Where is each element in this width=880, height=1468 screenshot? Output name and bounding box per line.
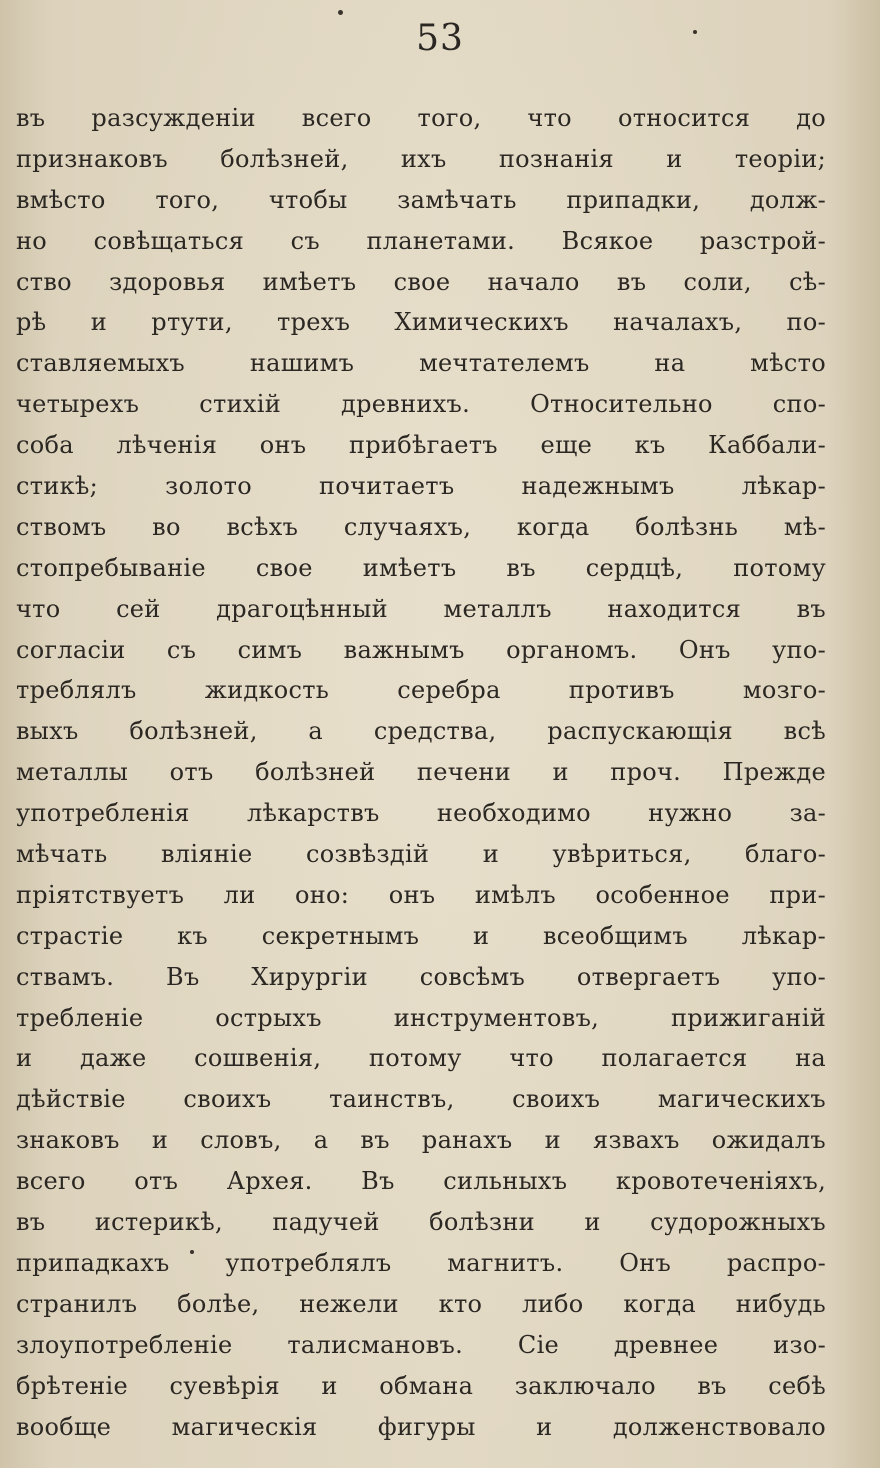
text-line: стопребываніе свое имѣетъ въ сердцѣ, потому	[16, 553, 826, 582]
text-line: и даже сошвенія, потому что полагается на	[16, 1044, 826, 1073]
text-line: ствамъ. Въ Хирургіи совсѣмъ отвергаетъ упо-	[16, 962, 826, 991]
text-line: рѣ и ртути, трехъ Химическихъ началахъ, по-	[16, 308, 826, 337]
text-line: употребленія лѣкарствъ необходимо нужно за-	[16, 799, 826, 828]
text-line: ставляемыхъ нашимъ мечтателемъ на мѣсто	[16, 349, 826, 378]
text-line: ствомъ во всѣхъ случаяхъ, когда болѣзнь мѣ-	[16, 512, 826, 541]
text-line: брѣтеніе суевѣрія и обмана заключало въ себѣ	[16, 1371, 826, 1400]
text-line: злоупотребленіе талисмановъ. Сіе древнее изо-	[16, 1330, 826, 1359]
page-number: 53	[416, 18, 464, 59]
text-line: выхъ болѣзней, а средства, распускающія всѣ	[16, 717, 826, 746]
text-line: мѣчать вліяніе созвѣздій и увѣриться, благо-	[16, 840, 826, 869]
text-line: знаковъ и словъ, а въ ранахъ и язвахъ ожидалъ	[16, 1126, 826, 1155]
text-line: странилъ болѣе, нежели кто либо когда нибудь	[16, 1289, 826, 1318]
text-line: стикѣ; золото почитаетъ надежнымъ лѣкар-	[16, 472, 826, 501]
text-line: всего отъ Архея. Въ сильныхъ кровотеченіяхъ,	[16, 1167, 826, 1196]
text-line: вмѣсто того, чтобы замѣчать припадки, долж-	[16, 185, 826, 214]
text-line: вообще магическія фигуры и долженствовало	[16, 1412, 826, 1441]
text-line: пріятствуетъ ли оно: онъ имѣлъ особенное при-	[16, 880, 826, 909]
text-line: треблялъ жидкость серебра противъ мозго-	[16, 676, 826, 705]
text-line: что сей драгоцѣнный металлъ находится въ	[16, 594, 826, 623]
text-line: металлы отъ болѣзней печени и проч. Прежде	[16, 758, 826, 787]
text-line: страстіе къ секретнымъ и всеобщимъ лѣкар-	[16, 921, 826, 950]
text-line: дѣйствіе своихъ таинствъ, своихъ магическихъ	[16, 1085, 826, 1114]
ink-speck	[338, 10, 343, 15]
ink-speck	[693, 30, 697, 34]
text-line: требленіе острыхъ инструментовъ, прижиганій	[16, 1003, 826, 1032]
text-line: признаковъ болѣзней, ихъ познанія и теоріи;	[16, 144, 826, 173]
text-line: но совѣщаться съ планетами. Всякое разстрой-	[16, 226, 826, 255]
text-line: четырехъ стихій древнихъ. Относительно спо-	[16, 390, 826, 419]
text-line: припадкахъ употреблялъ магнитъ. Онъ распро-	[16, 1248, 826, 1277]
text-line: въ истерикѣ, падучей болѣзни и судорожныхъ	[16, 1208, 826, 1237]
text-line: ство здоровья имѣетъ свое начало въ соли, сѣ-	[16, 267, 826, 296]
text-line: въ разсужденіи всего того, что относится до	[16, 104, 826, 132]
text-line: согласіи съ симъ важнымъ органомъ. Онъ упо-	[16, 635, 826, 664]
body-text	[16, 98, 826, 1447]
text-line: соба лѣченія онъ прибѣгаетъ еще къ Каббали-	[16, 431, 826, 460]
